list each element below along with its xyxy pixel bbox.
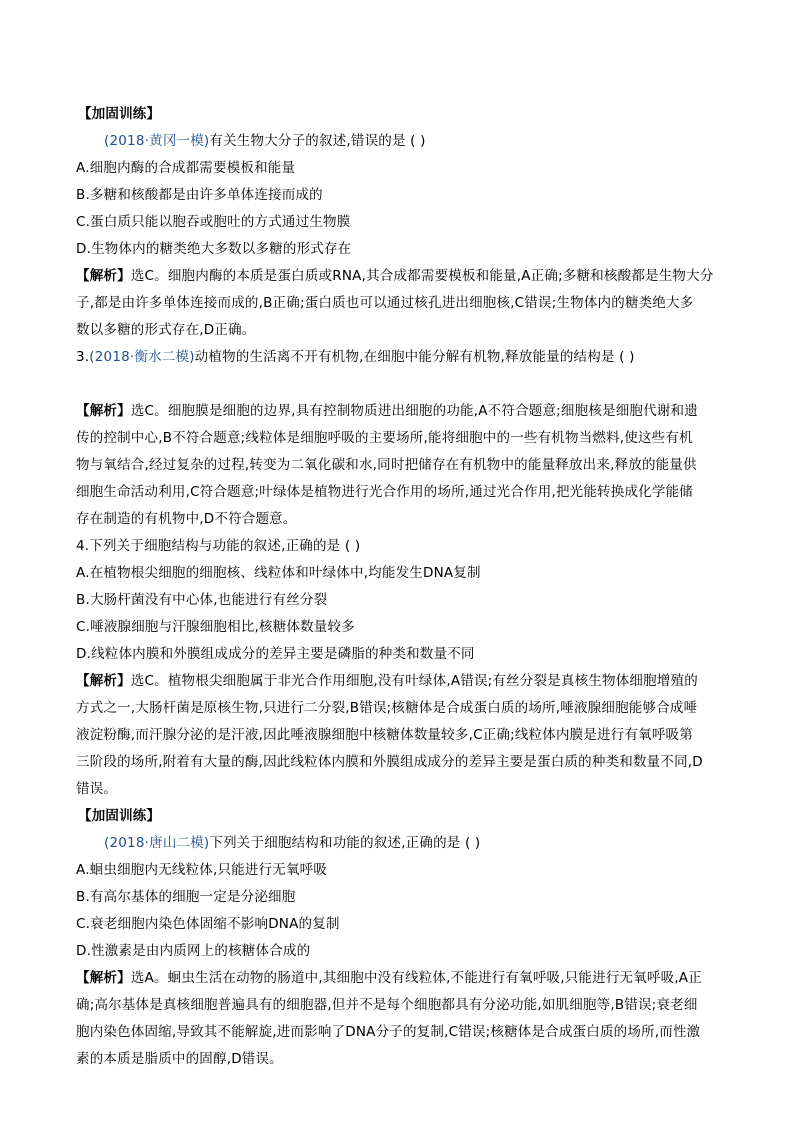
analysis-text: 子,都是由许多单体连接而成的,B正确;蛋白质也可以通过核孔进出细胞核,C错误;生物体内的糖类绝大多 bbox=[76, 295, 694, 311]
analysis-line bbox=[76, 671, 726, 691]
analysis-text: 选C。植物根尖细胞属于非光合作用细胞,没有叶绿体,A错误;有丝分裂是真核生物体细胞增殖的 bbox=[130, 673, 698, 689]
section-header: 【加固训练】 bbox=[78, 106, 161, 122]
option-a: A.细胞内酶的合成都需要模板和能量 bbox=[76, 160, 296, 176]
option-d: D.线粒体内膜和外膜组成成分的差异主要是磷脂的种类和数量不同 bbox=[76, 646, 475, 662]
question-stem: 动植物的生活离不开有机物,在细胞中能分解有机物,释放能量的结构是 ( ) bbox=[194, 349, 635, 365]
analysis-text: 物与氧结合,经过复杂的过程,转变为二氧化碳和水,同时把储存在有机物中的能量释放出来,释放的能量供 bbox=[76, 457, 697, 473]
analysis-label: 【解析】 bbox=[76, 403, 131, 419]
analysis-text: 确;高尔基体是真核细胞普遍具有的细胞器,但并不是每个细胞都具有分泌功能,如肌细胞等,B错误;衰老细 bbox=[76, 997, 698, 1013]
question-stem: 有关生物大分子的叙述,错误的是 ( ) bbox=[209, 133, 426, 149]
option-c: C.蛋白质只能以胞吞或胞吐的方式通过生物膜 bbox=[76, 214, 351, 230]
analysis-label: 【解析】 bbox=[76, 268, 131, 284]
analysis-text: 素的本质是脂质中的固醇,D错误。 bbox=[76, 1051, 283, 1067]
analysis-label: 【解析】 bbox=[76, 970, 131, 986]
question-line bbox=[104, 833, 754, 853]
analysis-text: 三阶段的场所,附着有大量的酶,因此线粒体内膜和外膜组成成分的差异主要是蛋白质的种类和数量不同,D bbox=[76, 754, 703, 770]
question-number: 3. bbox=[76, 349, 90, 365]
question-stem: 下列关于细胞结构与功能的叙述,正确的是 ( ) bbox=[89, 538, 361, 554]
option-c: C.唾液腺细胞与汗腺细胞相比,核糖体数量较多 bbox=[76, 619, 355, 635]
option-b: B.多糖和核酸都是由许多单体连接而成的 bbox=[76, 187, 323, 203]
analysis-text: 选C。细胞膜是细胞的边界,具有控制物质进出细胞的功能,A不符合题意;细胞核是细胞代谢和遗 bbox=[130, 403, 698, 419]
question-stem: 下列关于细胞结构和功能的叙述,正确的是 ( ) bbox=[209, 835, 481, 851]
analysis-line bbox=[76, 401, 726, 421]
analysis-text: 错误。 bbox=[76, 781, 118, 797]
analysis-text: 液淀粉酶,而汗腺分泌的是汗液,因此唾液腺细胞中核糖体数量较多,C正确;线粒体内膜是进行有氧呼吸第 bbox=[76, 727, 693, 743]
question-line bbox=[76, 347, 726, 367]
option-a: A.蛔虫细胞内无线粒体,只能进行无氧呼吸 bbox=[76, 862, 328, 878]
section-header: 【加固训练】 bbox=[78, 808, 161, 824]
option-c: C.衰老细胞内染色体固缩不影响DNA的复制 bbox=[76, 916, 340, 932]
question-source: (2018·衡水二模) bbox=[89, 349, 195, 365]
analysis-label: 【解析】 bbox=[76, 673, 131, 689]
question-number: 4. bbox=[76, 538, 90, 554]
analysis-text: 数以多糖的形式存在,D正确。 bbox=[76, 322, 256, 338]
analysis-text: 选C。细胞内酶的本质是蛋白质或RNA,其合成都需要模板和能量,A正确;多糖和核酸都是生物大分 bbox=[130, 268, 714, 284]
option-b: B.有高尔基体的细胞一定是分泌细胞 bbox=[76, 889, 296, 905]
analysis-text: 存在制造的有机物中,D不符合题意。 bbox=[76, 511, 297, 527]
question-source: (2018·黄冈一模) bbox=[104, 133, 210, 149]
option-d: D.性激素是由内质网上的核糖体合成的 bbox=[76, 943, 311, 959]
analysis-line bbox=[76, 266, 726, 286]
analysis-text: 方式之一,大肠杆菌是原核生物,只进行二分裂,B错误;核糖体是合成蛋白质的场所,唾液腺细胞能够合成唾 bbox=[76, 700, 698, 716]
question-line bbox=[76, 536, 726, 556]
analysis-text: 胞内染色体固缩,导致其不能解旋,进而影响了DNA分子的复制,C错误;核糖体是合成蛋白质的场所,而性激 bbox=[76, 1024, 701, 1040]
question-line bbox=[104, 131, 754, 151]
option-a: A.在植物根尖细胞的细胞核、线粒体和叶绿体中,均能发生DNA复制 bbox=[76, 565, 481, 581]
option-d: D.生物体内的糖类绝大多数以多糖的形式存在 bbox=[76, 241, 352, 257]
analysis-text: 选A。蛔虫生活在动物的肠道中,其细胞中没有线粒体,不能进行有氧呼吸,只能进行无氧呼吸,A正 bbox=[130, 970, 702, 986]
question-source: (2018·唐山二模) bbox=[104, 835, 210, 851]
analysis-text: 传的控制中心,B不符合题意;线粒体是细胞呼吸的主要场所,能将细胞中的一些有机物当燃料,使这些有机 bbox=[76, 430, 693, 446]
analysis-line bbox=[76, 968, 726, 988]
analysis-text: 细胞生命活动利用,C符合题意;叶绿体是植物进行光合作用的场所,通过光合作用,把光能转换成化学能储 bbox=[76, 484, 693, 500]
option-b: B.大肠杆菌没有中心体,也能进行有丝分裂 bbox=[76, 592, 328, 608]
